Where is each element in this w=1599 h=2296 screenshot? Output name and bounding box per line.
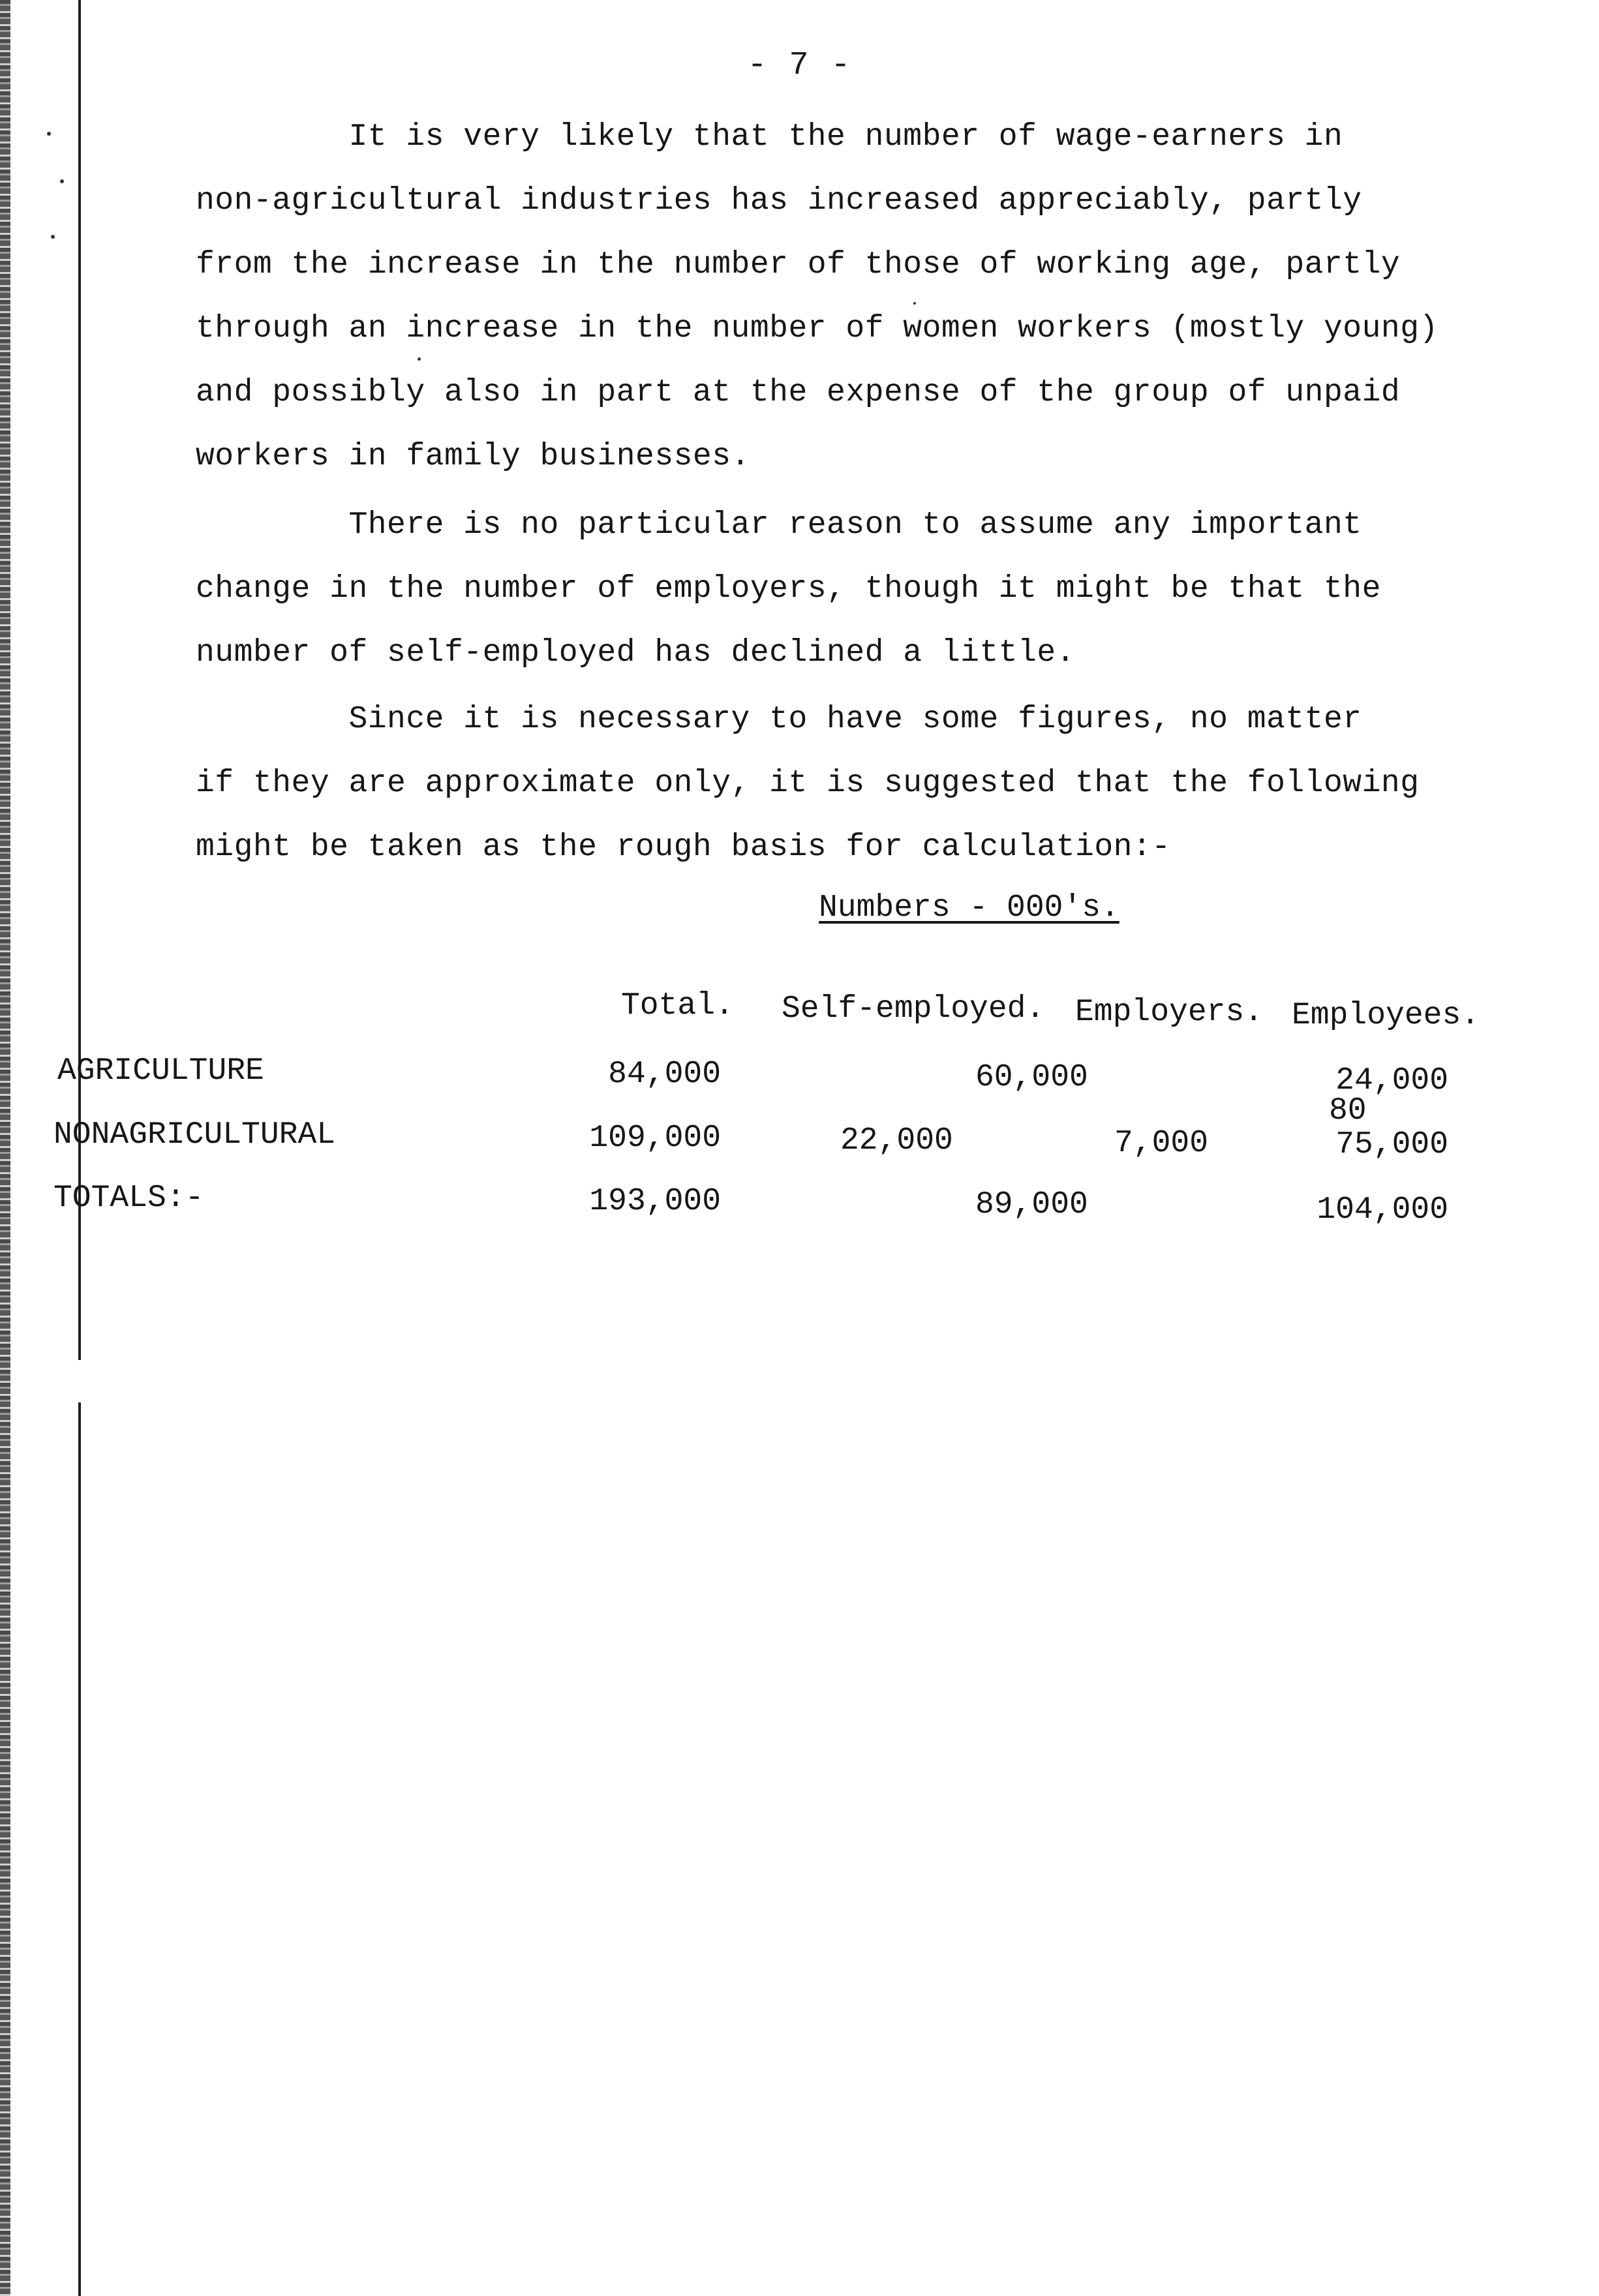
row-label-totals: TOTALS:- <box>53 1181 204 1216</box>
cell-employees-correction: 80 <box>1329 1093 1367 1128</box>
scan-speck <box>913 302 916 305</box>
text-line: if they are approximate only, it is suggested that the following <box>196 766 1420 801</box>
text-line: It is very likely that the number of wage-earners in <box>196 119 1343 155</box>
header-employers: Employers. <box>1075 995 1264 1030</box>
text-line: There is no particular reason to assume any important <box>196 507 1362 543</box>
header-self-employed: Self-employed. <box>782 991 1045 1027</box>
cell-employers: 7,000 <box>1114 1126 1209 1161</box>
cell-employees: 24,000 <box>1335 1063 1448 1098</box>
table-caption: Numbers - 000's. <box>819 890 1119 926</box>
text-line: and possibly also in part at the expense of the group of unpaid <box>196 375 1401 410</box>
text-line: through an increase in the number of women workers (mostly young) <box>196 311 1439 346</box>
header-total: Total. <box>621 988 734 1023</box>
row-label-nonagricultural: NONAGRICULTURAL <box>53 1117 336 1153</box>
scan-speck <box>51 235 55 239</box>
cell-self-employed: 22,000 <box>840 1123 953 1158</box>
text-line: might be taken as the rough basis for calculation:- <box>196 830 1171 865</box>
cell-employees: 75,000 <box>1335 1127 1448 1162</box>
header-employees: Employees. <box>1292 998 1480 1033</box>
cell-self-employed-and-employers: 60,000 <box>975 1060 1088 1095</box>
cell-total: 193,000 <box>589 1184 721 1219</box>
scan-speck <box>60 179 64 183</box>
text-line: number of self-employed has declined a little. <box>196 635 1076 671</box>
text-line: workers in family businesses. <box>196 439 750 474</box>
scan-speck <box>418 357 421 361</box>
text-line: Since it is necessary to have some figures, no matter <box>196 702 1362 737</box>
cell-self-employed-and-employers: 89,000 <box>975 1187 1088 1222</box>
row-label-agriculture: AGRICULTURE <box>57 1053 264 1089</box>
margin-rule-bottom <box>78 1402 81 2296</box>
cell-employees: 104,000 <box>1317 1192 1448 1228</box>
scan-binding-edge <box>0 0 10 2296</box>
cell-total: 109,000 <box>589 1121 721 1156</box>
page-number: - 7 - <box>747 47 852 84</box>
text-line: from the increase in the number of those of working age, partly <box>196 247 1401 282</box>
margin-rule-top <box>78 0 81 1360</box>
text-line: non-agricultural industries has increased appreciably, partly <box>196 183 1362 219</box>
text-line: change in the number of employers, though it might be that the <box>196 571 1381 607</box>
cell-total: 84,000 <box>608 1057 721 1092</box>
scan-speck <box>47 132 51 136</box>
